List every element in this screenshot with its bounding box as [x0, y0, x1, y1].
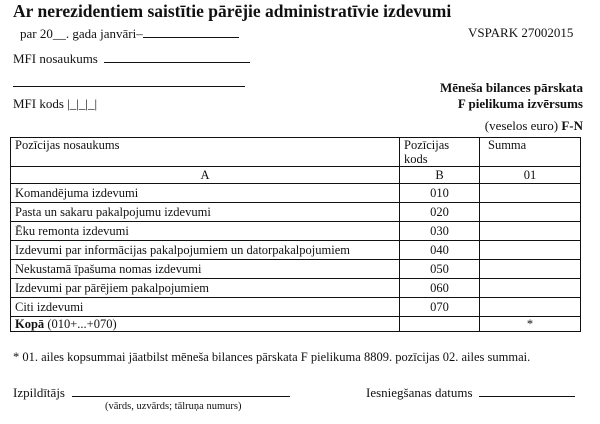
form-id: F-N	[561, 118, 583, 133]
col-header-name: Pozīcijas nosaukums	[11, 138, 400, 167]
mfi-name-second-line[interactable]	[13, 86, 245, 87]
row-name: Citi izdevumi	[11, 298, 400, 317]
row-code: 040	[400, 241, 480, 260]
submission-date-field[interactable]	[479, 384, 575, 397]
unit-note: (veselos euro)	[484, 118, 559, 133]
row-name: Pasta un sakaru pakalpojumu izdevumi	[11, 203, 400, 222]
mfi-code-boxes[interactable]: |_|_|_|	[67, 96, 98, 111]
form-code: VSPARK 27002015	[468, 25, 574, 40]
table-row	[11, 184, 581, 203]
total-label-rest: (010+...+070)	[44, 317, 117, 331]
row-sum-cell[interactable]	[480, 260, 581, 279]
table-row	[11, 298, 581, 317]
row-name: Ēku remonta izdevumi	[11, 222, 400, 241]
column-letter-01: 01	[480, 167, 581, 184]
column-letter-a: A	[11, 167, 400, 184]
submission-date-label: Iesniegšanas datums	[366, 385, 473, 400]
row-name: Nekustamā īpašuma nomas izdevumi	[11, 260, 400, 279]
row-code: 050	[400, 260, 480, 279]
row-code: 020	[400, 203, 480, 222]
total-row	[11, 317, 581, 332]
column-letter-b: B	[400, 167, 480, 184]
col-header-sum: Summa	[480, 138, 581, 167]
row-code: 030	[400, 222, 480, 241]
row-name: Izdevumi par informācijas pakalpojumiem un datorpakalpojumiem	[11, 241, 400, 260]
row-code: 010	[400, 184, 480, 203]
column-letters-row	[11, 167, 581, 184]
mfi-code-label: MFI kods	[13, 96, 64, 111]
footnote: * 01. ailes kopsummai jāatbilst mēneša bilances pārskata F pielikuma 8809. pozīcijas 02. ailes summai.	[13, 350, 531, 364]
total-label	[11, 317, 400, 332]
executor-row	[13, 384, 290, 401]
row-sum-cell[interactable]	[480, 241, 581, 260]
document-title: Ar nerezidentiem saistītie pārējie administratīvie izdevumi	[13, 1, 452, 21]
mfi-name-field[interactable]	[104, 50, 250, 63]
total-label-bold: Kopā	[15, 317, 45, 331]
total-code	[400, 317, 480, 332]
row-sum-cell[interactable]	[480, 203, 581, 222]
total-sum-cell[interactable]: *	[480, 317, 581, 332]
executor-label: Izpildītājs	[13, 385, 65, 400]
col-header-code: Pozīcijas kods	[400, 138, 480, 167]
table-header-row	[11, 138, 581, 167]
row-sum-cell[interactable]	[480, 222, 581, 241]
row-sum-cell[interactable]	[480, 279, 581, 298]
table-row	[11, 279, 581, 298]
period-line	[20, 25, 239, 42]
table-row	[11, 241, 581, 260]
row-sum-cell[interactable]	[480, 298, 581, 317]
row-name: Izdevumi par pārējiem pakalpojumiem	[11, 279, 400, 298]
executor-field[interactable]	[72, 384, 290, 397]
expenses-table	[10, 137, 581, 332]
row-name: Komandējuma izdevumi	[11, 184, 400, 203]
period-end-blank[interactable]	[143, 25, 239, 38]
period-text: par 20__. gada janvāri–	[20, 26, 143, 41]
row-code: 060	[400, 279, 480, 298]
table-row	[11, 222, 581, 241]
table-row	[11, 260, 581, 279]
report-title-line1: Mēneša bilances pārskata	[440, 80, 583, 95]
row-code: 070	[400, 298, 480, 317]
mfi-name-row	[13, 50, 250, 67]
executor-hint: (vārds, uzvārds; tālruņa numurs)	[105, 401, 242, 412]
submission-date-row	[366, 384, 575, 401]
row-sum-cell[interactable]	[480, 184, 581, 203]
report-title-line2: F pielikuma izvērsums	[457, 96, 583, 111]
mfi-code-row	[13, 96, 97, 112]
unit-line	[485, 118, 583, 134]
table-row	[11, 203, 581, 222]
mfi-name-label: MFI nosaukums	[13, 51, 98, 66]
